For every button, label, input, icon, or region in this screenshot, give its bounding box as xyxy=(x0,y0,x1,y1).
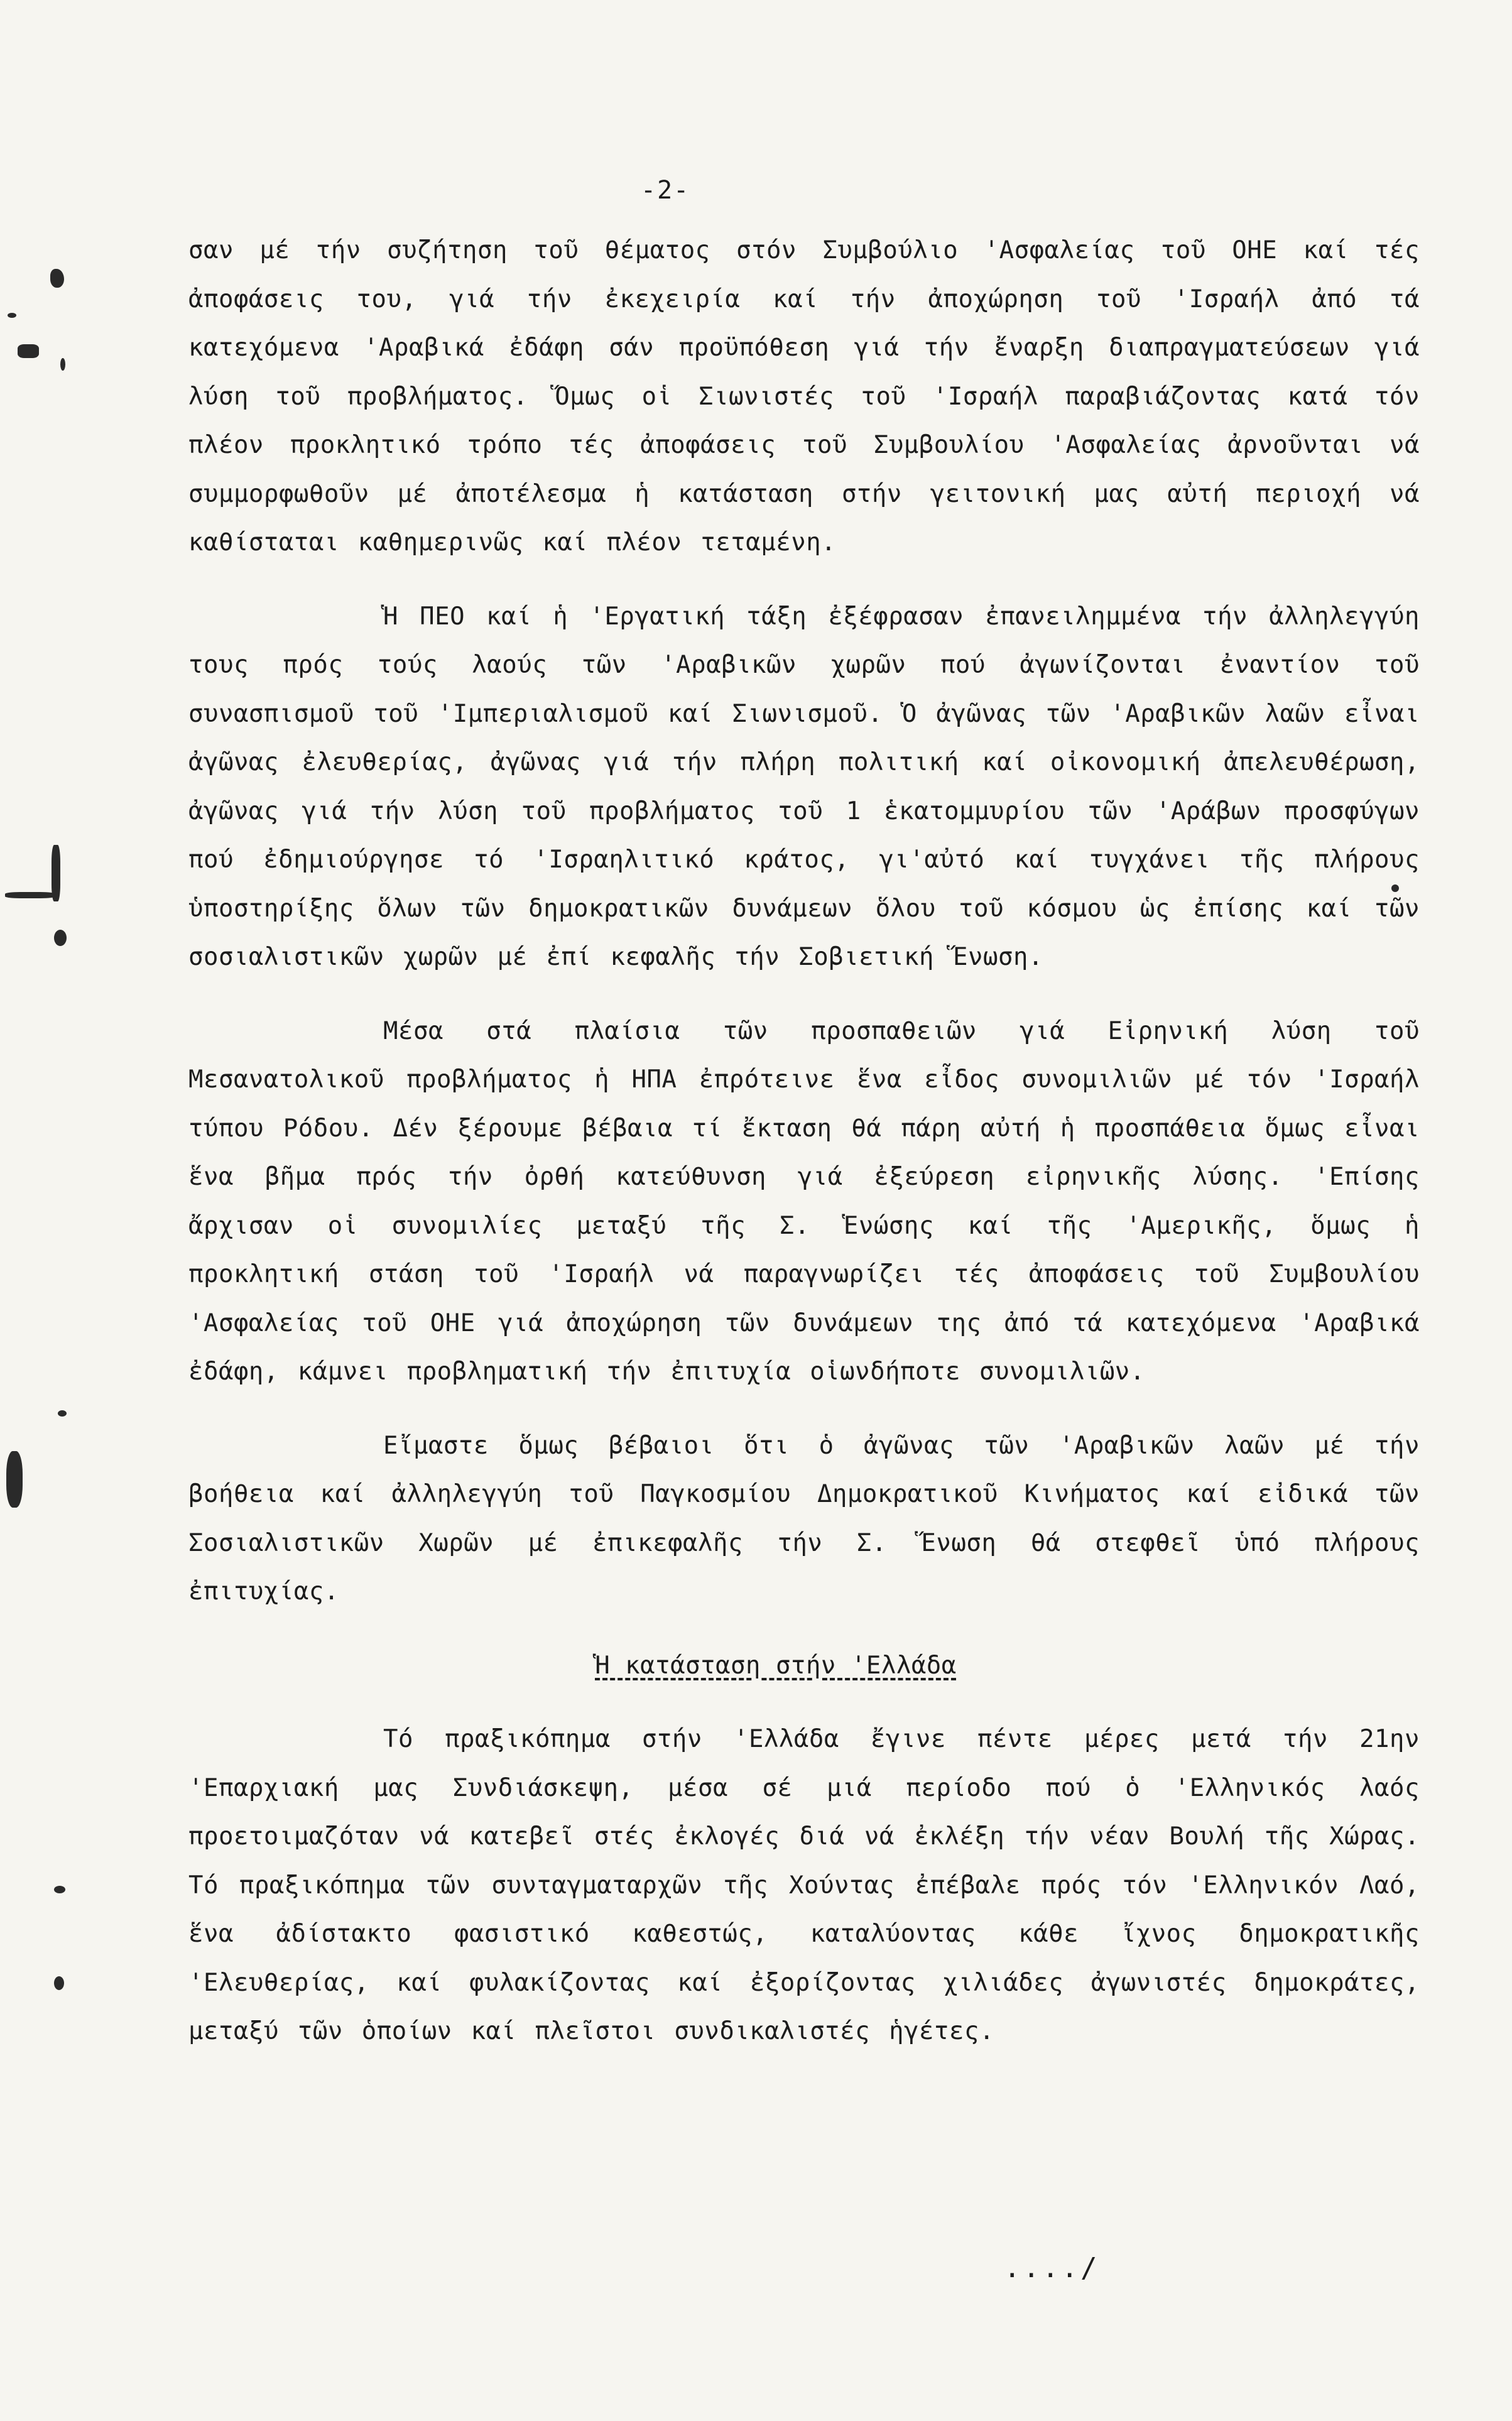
scan-mark xyxy=(50,269,64,288)
paragraph-arab-struggle-success: Εἴμαστε ὅμως βέβαιοι ὅτι ὁ ἀγῶνας τῶν 'Αραβικῶν λαῶν μέ τήν βοήθεια καί ἀλληλεγγύη τοῦ Παγκοσμίου Δημοκρατικοῦ Κινήματος καί εἰδικά τῶν Σοσιαλιστικῶν Χωρῶν μέ ἐπικεφαλῆς τήν Σ. Ἕνωση θά στεφθεῖ ὑπό πλήρους ἐπιτυχίας. xyxy=(188,1431,1420,1606)
section-heading-greece xyxy=(188,1641,1420,1690)
document-body xyxy=(188,226,1420,2056)
paragraph-peo-solidarity: Ἡ ΠΕΟ καί ἡ 'Εργατική τάξη ἐξέφρασαν ἐπανειλημμένα τήν ἀλληλεγγύη τους πρός τούς λαούς τῶν 'Αραβικῶν χωρῶν πού ἀγωνίζονται ἐναντίον τοῦ συνασπισμοῦ τοῦ 'Ιμπεριαλισμοῦ καί Σιωνισμοῦ. Ὁ ἀγῶνας τῶν 'Αραβικῶν λαῶν εἶναι ἀγῶνας ἐλευθερίας, ἀγῶνας γιά τήν πλήρη πολιτική καί οἰκονομική ἀπελευθέρωση, ἀγῶνας γιά τήν λύση τοῦ προβλήματος τοῦ 1 ἑκατομμυρίου τῶν 'Αράβων προσφύγων πού ἐδημιούργησε τό 'Ισραηλιτικό κράτος, γι'αὐτό καί τυγχάνει τῆς πλήρους ὑποστηρίξης ὅλων τῶν δημοκρατικῶν δυνάμεων ὅλου τοῦ κόσμου ὡς ἐπίσης καί τῶν σοσιαλιστικῶν χωρῶν μέ ἐπί κεφαλῆς τήν Σοβιετική Ἕνωση. xyxy=(188,602,1420,971)
page-number: -2- xyxy=(641,176,690,205)
scan-mark xyxy=(54,930,67,946)
scan-mark xyxy=(18,344,39,358)
scan-mark xyxy=(60,358,65,371)
scan-mark xyxy=(54,1886,65,1893)
paragraph-peace-talks: Μέσα στά πλαίσια τῶν προσπαθειῶν γιά Εἰρηνική λύση τοῦ Μεσανατολικοῦ προβλήματος ἡ ΗΠΑ ἐπρότεινε ἕνα εἶδος συνομιλιῶν μέ τόν 'Ισραήλ τύπου Ρόδου. Δέν ξέρουμε βέβαια τί ἔκταση θά πάρη αὐτή ἡ προσπάθεια ὅμως εἶναι ἕνα βῆμα πρός τήν ὀρθή κατεύθυνση γιά ἐξεύρεση εἰρηνικῆς λύσης. 'Επίσης ἄρχισαν οἱ συνομιλίες μεταξύ τῆς Σ. Ἑνώσης καί τῆς 'Αμερικῆς, ὅμως ἡ προκλητική στάση τοῦ 'Ισραήλ νά παραγνωρίζει τές ἀποφάσεις τοῦ Συμβουλίου 'Ασφαλείας τοῦ ΟΗΕ γιά ἀποχώρηση τῶν δυνάμεων της ἀπό τά κατεχόμενα 'Αραβικά ἐδάφη, κάμνει προβληματική τήν ἐπιτυχία οἱωνδήποτε συνομιλιῶν. xyxy=(188,1016,1420,1386)
scan-mark xyxy=(8,313,16,318)
paragraph-greek-coup: Τό πραξικόπημα στήν 'Ελλάδα ἔγινε πέντε μέρες μετά τήν 21ην 'Επαρχιακή μας Συνδιάσκεψη, μέσα σέ μιά περίοδο πού ὁ 'Ελληνικός λαός προετοιμαζόταν νά κατεβεῖ στές ἐκλογές διά νά ἐκλέξη τήν νέαν Βουλή τῆς Χώρας. Τό πραξικόπημα τῶν συνταγματαρχῶν τῆς Χούντας ἐπέβαλε πρός τόν 'Ελληνικόν Λαό, ἕνα ἀδίστακτο φασιστικό καθεστώς, καταλύοντας κάθε ἴχνος δημοκρατικῆς 'Ελευθερίας, καί φυλακίζοντας καί ἐξορίζοντας χιλιάδες ἀγωνιστές δημοκράτες, μεταξύ τῶν ὁποίων καί πλεῖστοι συνδικαλιστές ἡγέτες. xyxy=(188,1725,1420,2045)
section-heading-text: Ἡ κατάσταση στήν 'Ελλάδα xyxy=(595,1651,957,1680)
scan-mark xyxy=(54,1976,64,1990)
paragraph-un-security-council: σαν μέ τήν συζήτηση τοῦ θέματος στόν Συμβούλιο 'Ασφαλείας τοῦ ΟΗΕ καί τές ἀποφάσεις του, γιά τήν ἐκεχειρία καί τήν ἀποχώρηση τοῦ 'Ισραήλ ἀπό τά κατεχόμενα 'Αραβικά ἐδάφη σάν προϋπόθεση γιά τήν ἔναρξη διαπραγματεύσεων γιά λύση τοῦ προβλήματος. Ὅμως οἱ Σιωνιστές τοῦ 'Ισραήλ παραβιάζοντας κατά τόν πλέον προκλητικό τρόπο τές ἀποφάσεις τοῦ Συμβουλίου 'Ασφαλείας ἀρνοῦνται νά συμμορφωθοῦν μέ ἀποτέλεσμα ἡ κατάσταση στήν γειτονική μας αὐτή περιοχή νά καθίσταται καθημερινῶς καί πλέον τεταμένη. xyxy=(188,236,1420,557)
scan-mark xyxy=(1391,884,1399,892)
scan-mark xyxy=(58,1410,67,1417)
scan-mark xyxy=(6,1451,23,1508)
continuation-mark: ..../ xyxy=(1004,2252,1100,2284)
scan-mark xyxy=(5,892,55,898)
